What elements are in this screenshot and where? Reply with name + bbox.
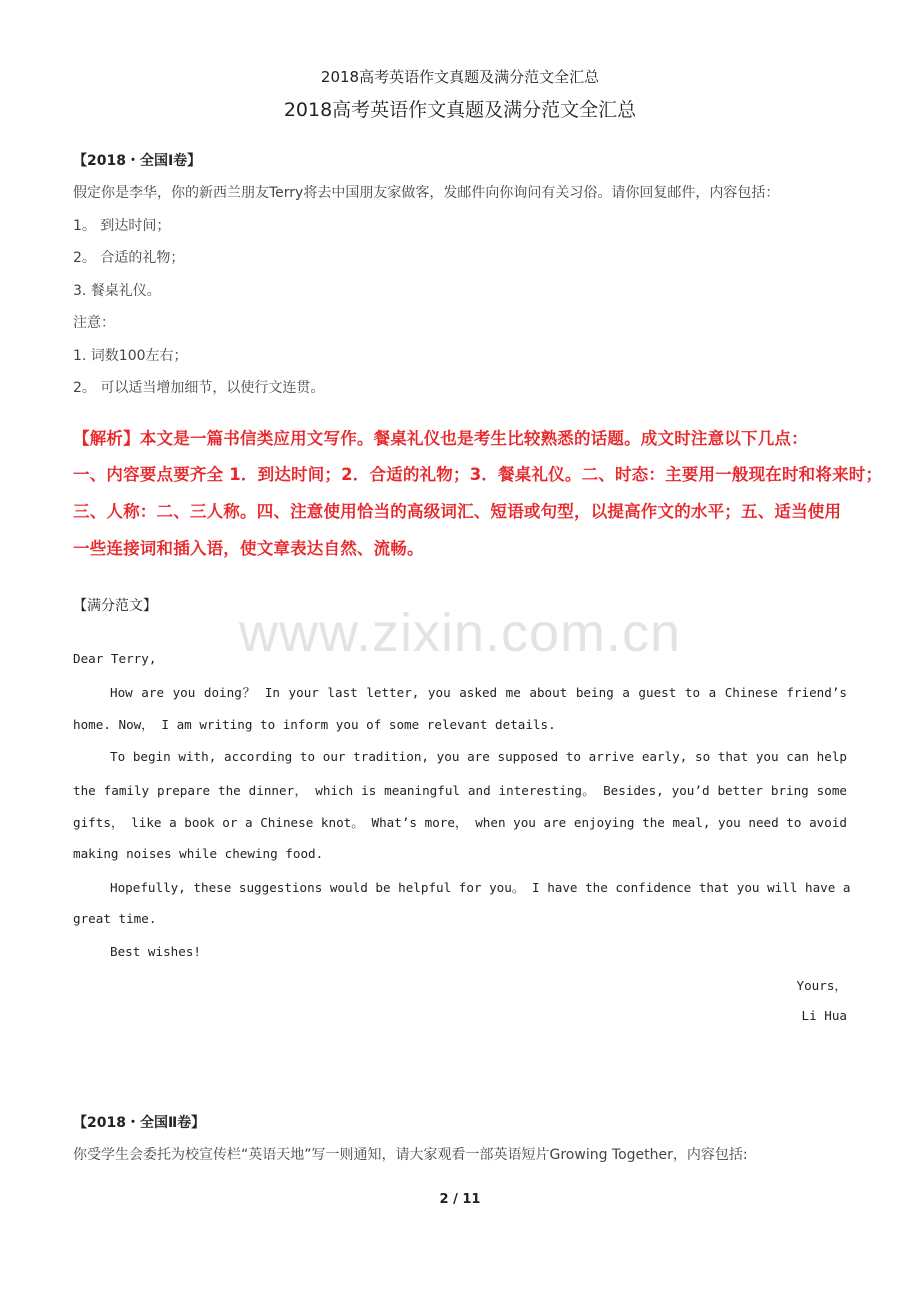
page-number: 2 / 11: [439, 1192, 481, 1207]
running-header: 2018高考英语作文真题及满分范文全汇总: [320, 68, 600, 86]
analysis-line-2: 一、内容要点要齐全 1．到达时间；2．合适的礼物；3．餐桌礼仪。二、时态：主要用一般现在时和将来时；: [73, 465, 883, 484]
section-label-2018-national-1: 【2018・全国Ⅰ卷】: [73, 153, 202, 169]
letter-p3-line-1: Hopefully, these suggestions would be helpful for you。 I have the confidence that you will have a: [110, 880, 851, 895]
analysis-line-4: 一些连接词和插入语，使文章表达自然、流畅。: [73, 539, 424, 558]
note-item-1: 1. 词数100左右；: [73, 348, 188, 364]
note-label: 注意：: [73, 315, 115, 331]
letter-p2-line-3: gifts， like a book or a Chinese knot。 What’s more， when you are enjoying the meal, you need to avoid: [73, 815, 847, 830]
section-label-2018-national-2: 【2018・全国Ⅱ卷】: [73, 1115, 206, 1131]
analysis-line-3: 三、人称：二、三人称。四、注意使用恰当的高级词汇、短语或句型，以提高作文的水平；五、适当使用: [73, 502, 842, 521]
letter-signature: Li Hua: [801, 1008, 847, 1023]
page-title: 2018高考英语作文真题及满分范文全汇总: [283, 99, 637, 121]
watermark: www.zixin.com.cn: [238, 603, 682, 663]
content-item-3: 3. 餐桌礼仪。: [73, 283, 161, 299]
letter-closing: Best wishes!: [110, 944, 201, 959]
letter-p2-line-2: the family prepare the dinner， which is meaningful and interesting。 Besides, you’d better bring some: [73, 783, 847, 798]
content-item-1: 1。 到达时间；: [73, 218, 171, 234]
letter-p1-line-1: How are you doing？ In your last letter, you asked me about being a guest to a Chinese friend’s: [110, 685, 847, 700]
note-item-2: 2。 可以适当增加细节，以使行文连贯。: [73, 380, 325, 396]
task-prompt-2: 你受学生会委托为校宣传栏“英语天地”写一则通知，请大家观看一部英语短片Growing Together，内容包括:: [73, 1147, 748, 1163]
analysis-line-1: 【解析】本文是一篇书信类应用文写作。餐桌礼仪也是考生比较熟悉的话题。成文时注意以下几点：: [73, 429, 808, 448]
letter-greeting: Dear Terry,: [73, 651, 157, 666]
content-item-2: 2。 合适的礼物；: [73, 250, 185, 266]
letter-p2-line-4: making noises while chewing food.: [73, 846, 324, 861]
letter-p1-line-2: home. Now， I am writing to inform you of some relevant details.: [73, 717, 556, 732]
letter-p3-line-2: great time.: [73, 911, 157, 926]
letter-p2-line-1: To begin with, according to our tradition, you are supposed to arrive early, so that you can help: [110, 749, 847, 764]
model-essay-label: 【满分范文】: [73, 598, 157, 614]
letter-yours: Yours，: [796, 978, 847, 993]
task-prompt: 假定你是李华，你的新西兰朋友Terry将去中国朋友家做客，发邮件向你询问有关习俗。请你回复邮件，内容包括：: [73, 185, 780, 201]
